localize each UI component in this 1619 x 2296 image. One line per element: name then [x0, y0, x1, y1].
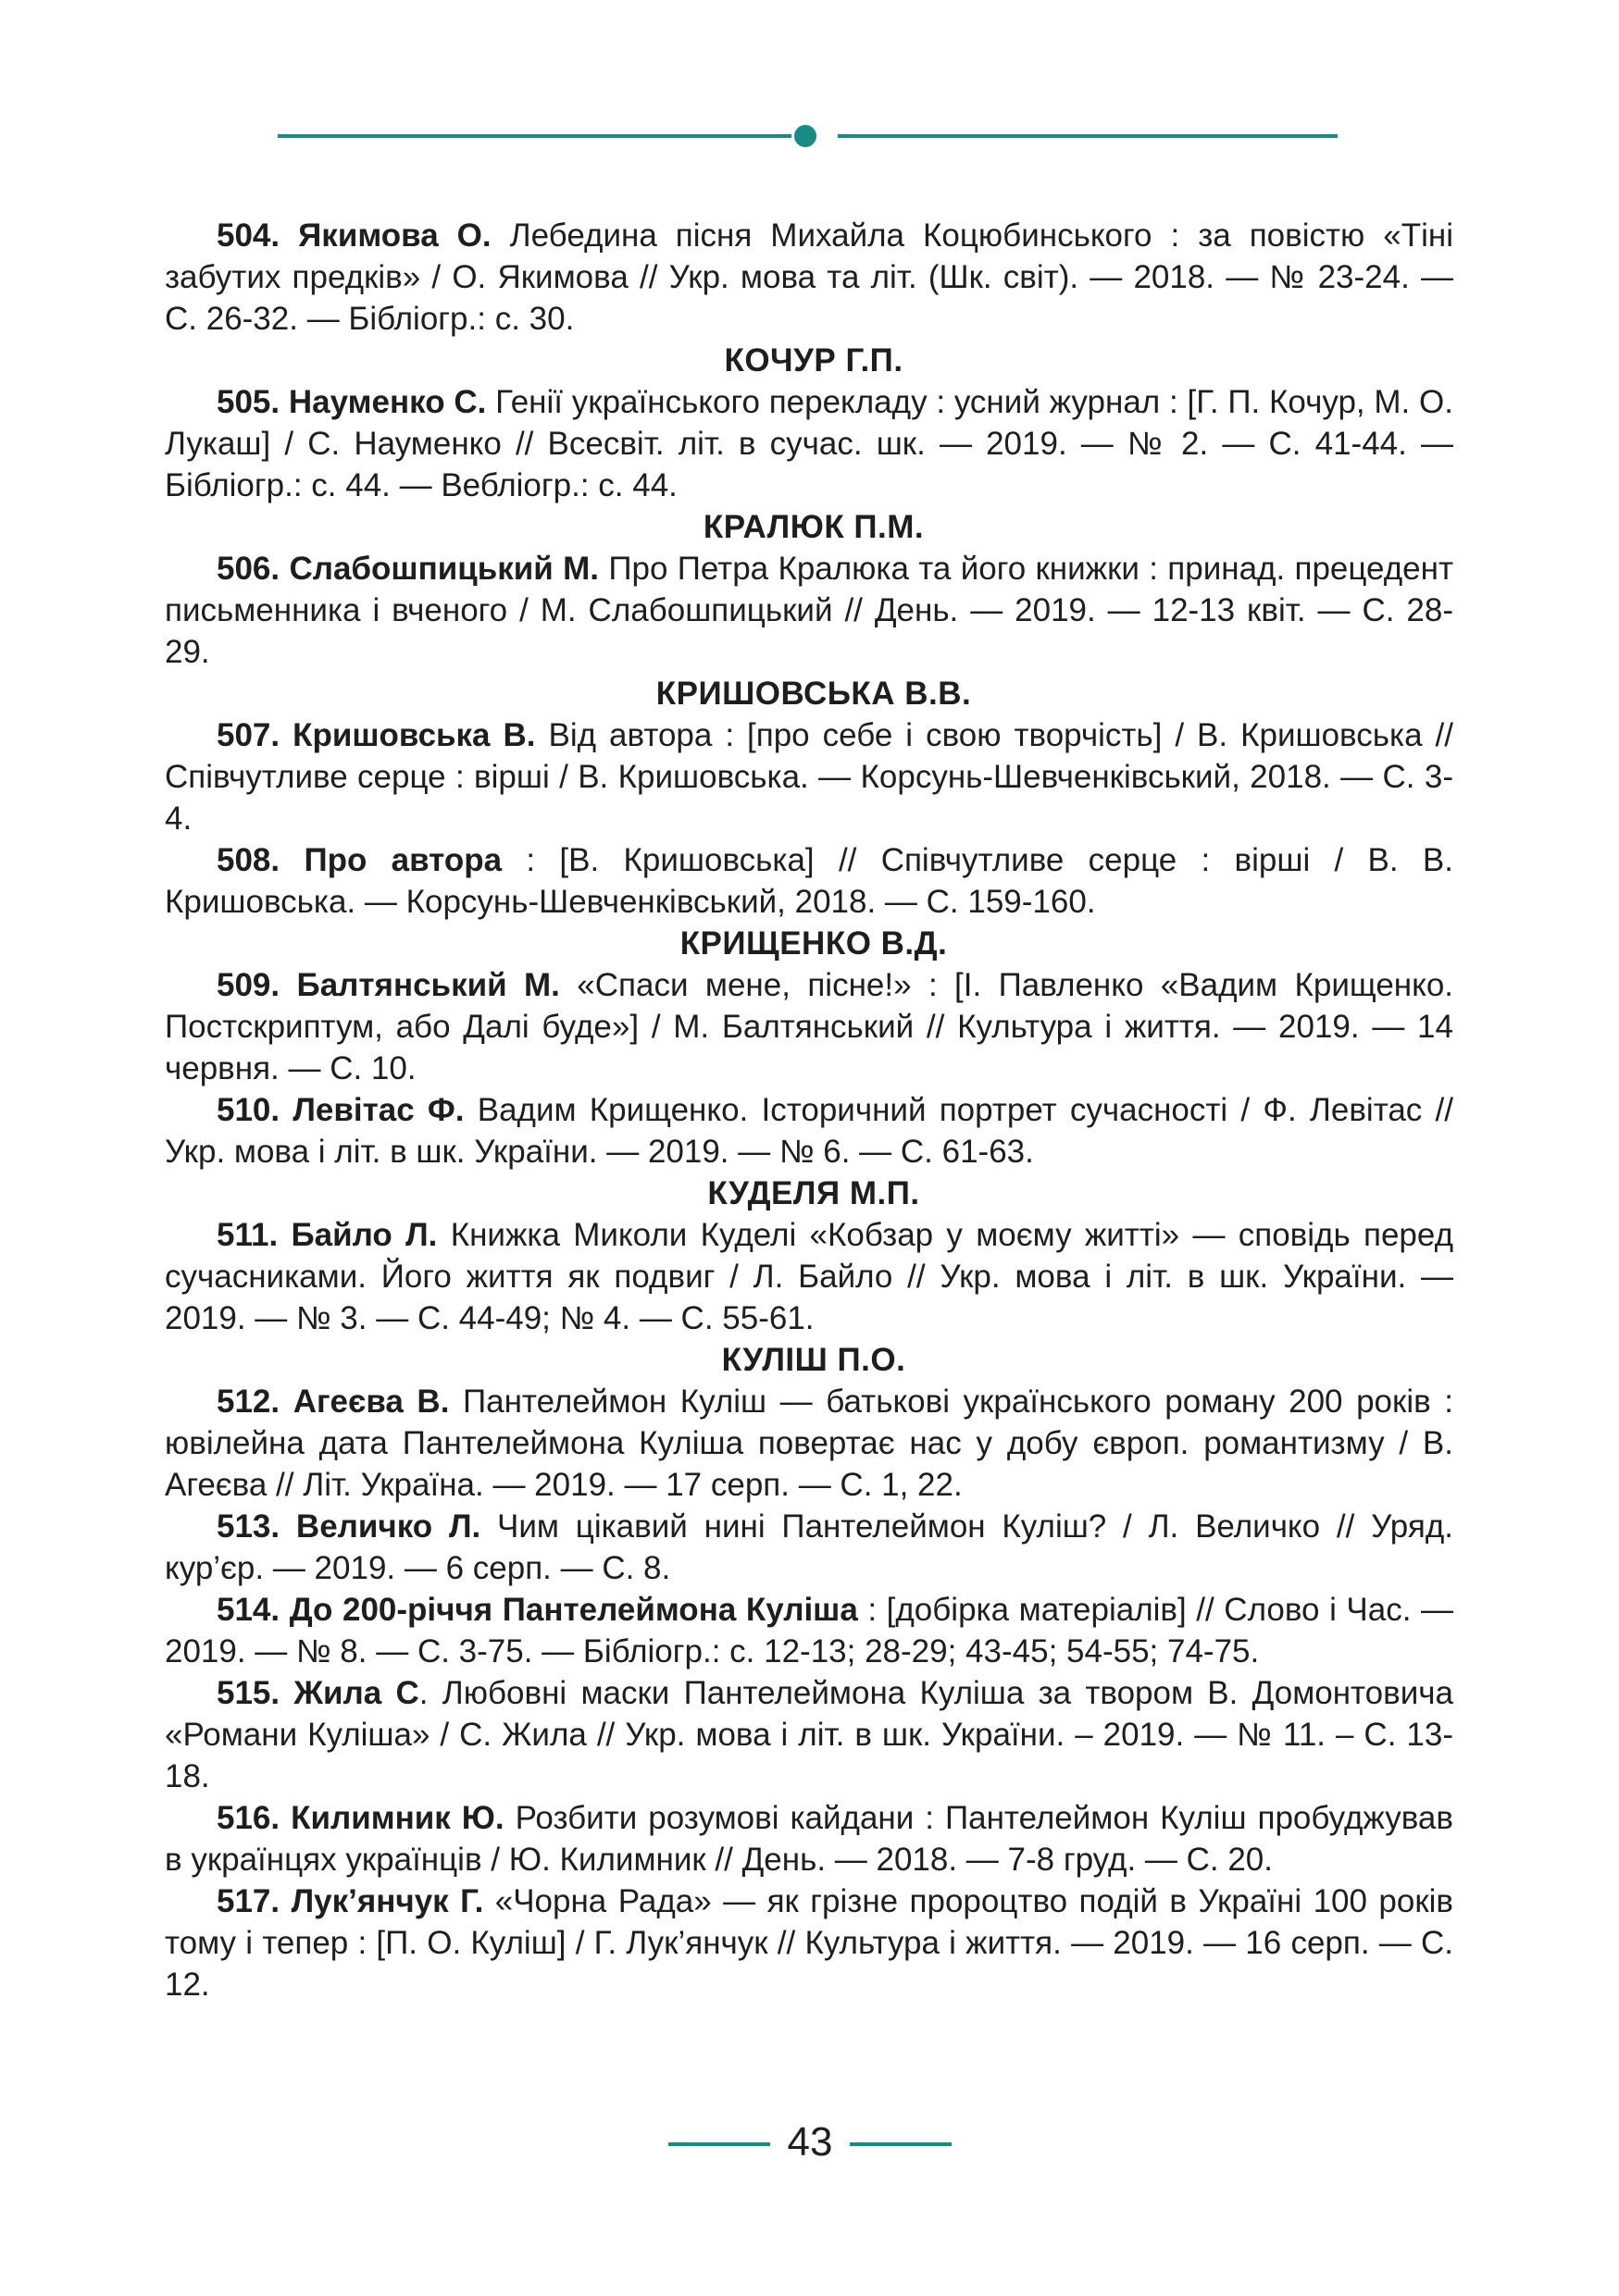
entry-number: 514. — [217, 1592, 280, 1628]
bibliography-entry — [165, 1880, 1453, 2005]
entry-author: Якимова О. — [298, 217, 492, 254]
entry-text: Книжка Миколи Куделі «Кобзар у моєму житті» — сповідь перед сучасниками. Його життя як подвиг / Л. Байло // Укр. мова і літ. в шк. України. — 2019. — № 3. — С. 44-49; № 4. — С. 55-61. — [165, 1217, 1453, 1336]
section-heading: КРИШОВСЬКА В.В. — [655, 676, 972, 712]
ornament-line-left — [278, 134, 791, 138]
entry-number: 509. — [217, 967, 280, 1003]
bibliography-entry — [165, 839, 1453, 923]
entry-number: 507. — [217, 717, 280, 753]
entry-author: Байло Л. — [291, 1217, 438, 1253]
entry-number: 515. — [217, 1675, 280, 1711]
entry-text: . Любовні маски Пантелеймона Куліша за твором В. Домонтовича «Романи Куліша» / С. Жила // Укр. мова і літ. в шк. України. – 2019. — № 11. – С. 13-18. — [165, 1675, 1453, 1794]
entry-text: «Спаси мене, пісне!» : [І. Павленко «Вадим Крищенко. Постскриптум, або Далі буде»] / М. Балтянський // Культура і життя. — 2019. — 14 червня. — С. 10. — [165, 967, 1454, 1086]
bibliography-entry — [165, 1589, 1453, 1672]
bibliography-entry — [165, 548, 1453, 673]
entry-number: 511. — [217, 1217, 279, 1253]
top-ornament — [0, 0, 1619, 157]
entry-number: 508. — [217, 842, 280, 878]
ornament-line-right — [838, 134, 1338, 138]
bibliography-entry — [165, 1381, 1453, 1506]
entry-text: Чим цікавий нині Пантелеймон Куліш? / Л. Величко // Уряд. кур’єр. — 2019. — 6 серп. — С. 8. — [165, 1508, 1453, 1586]
entry-text: : [добірка матеріалів] // Слово і Час. — 2019. — № 8. — С. 3-75. — Бібліогр.: с. 12-13; 28-29; 43-45; 54-55; 74-75. — [165, 1592, 1453, 1669]
entry-author: Лук’янчук Г. — [291, 1883, 484, 1919]
page-footer — [0, 2115, 1619, 2170]
entry-text: Розбити розумові кайдани : Пантелеймон Куліш пробуджував в українцях українців / Ю. Килимник // День. — 2018. — 7-8 груд. — С. 20. — [165, 1800, 1453, 1878]
entry-text: Лебедина пісня Михайла Коцюбинського : за повістю «Тіні забутих предків» / О. Якимова // Укр. мова та літ. (Шк. світ). — 2018. — № 23-24. — С. 26-32. — Бібліогр.: с. 30. — [165, 217, 1454, 337]
entry-number: 506. — [217, 551, 280, 587]
entry-author: Жила С — [293, 1675, 419, 1711]
entry-author: Науменко С. — [288, 384, 487, 420]
footer-line-right — [850, 2142, 952, 2146]
section-heading: КРИЩЕНКО В.Д. — [679, 925, 948, 962]
section-heading: КУЛІШ П.О. — [721, 1342, 906, 1378]
page-number: 43 — [787, 2119, 833, 2165]
bibliography-entry — [165, 1672, 1453, 1797]
bibliography-entry — [165, 1214, 1453, 1339]
bibliography-entry — [165, 1797, 1453, 1880]
entry-number: 504. — [217, 217, 280, 254]
section-heading: КУДЕЛЯ М.П. — [707, 1175, 920, 1211]
entry-text: Генії українського перекладу : усний журнал : [Г. П. Кочур, М. О. Лукаш] / С. Науменко // Всесвіт. літ. в сучас. шк. — 2019. — № 2. — С. 41-44. — Бібліогр.: с. 44. — Вебліогр.: с. 44. — [165, 384, 1453, 503]
entry-text: «Чорна Рада» — як грізне пророцтво подій в Україні 100 років тому і тепер : [П. О. Куліш] / Г. Лук’янчук // Культура і життя. — 2019. — 16 серп. — С. 12. — [165, 1883, 1454, 2003]
entry-text: Від автора : [про себе і свою творчість] / В. Кришовська // Співчутливе серце : вірші / В. Кришовська. — Корсунь-Шевченківський, 2018. — С. 3-4. — [165, 717, 1453, 837]
entry-number: 517. — [217, 1883, 280, 1919]
bibliography-entry — [165, 215, 1453, 340]
entry-author: До 200-річчя Пантелеймона Куліша — [289, 1592, 858, 1628]
entry-number: 512. — [217, 1384, 280, 1420]
entry-number: 516. — [217, 1800, 280, 1836]
entry-text: : [В. Кришовська] // Співчутливе серце : вірші / В. В. Кришовська. — Корсунь-Шевченківський, 2018. — С. 159-160. — [165, 842, 1453, 920]
entry-number: 505. — [217, 384, 280, 420]
entry-author: Величко Л. — [295, 1508, 481, 1545]
bibliography-entry — [165, 381, 1453, 506]
bibliography-entry — [165, 1506, 1453, 1589]
entry-author: Кришовська В. — [293, 717, 536, 753]
entry-author: Слабошпицький М. — [289, 551, 600, 587]
entry-author: Про автора — [304, 842, 503, 878]
ornament-dot — [794, 125, 816, 147]
bibliography-entry — [165, 964, 1453, 1089]
entry-author: Левітас Ф. — [293, 1092, 465, 1128]
section-heading: КРАЛЮК П.М. — [703, 509, 925, 545]
bibliography-entry — [165, 714, 1453, 839]
entry-text: Про Петра Кралюка та його книжки : принад. прецедент письменника і вченого / М. Слабошпицький // День. — 2019. — 12-13 квіт. — С. 28-29. — [165, 551, 1453, 670]
entry-author: Балтянський М. — [296, 967, 560, 1003]
entry-number: 513. — [217, 1508, 280, 1545]
entry-author: Агеєва В. — [293, 1384, 450, 1420]
entry-text: Вадим Крищенко. Історичний портрет сучасності / Ф. Левітас // Укр. мова і літ. в шк. України. — 2019. — № 6. — С. 61-63. — [165, 1092, 1453, 1170]
bibliography-content — [165, 215, 1453, 2005]
section-heading: КОЧУР Г.П. — [724, 342, 903, 379]
entry-author: Килимник Ю. — [291, 1800, 504, 1836]
footer-line-left — [668, 2142, 770, 2146]
bibliography-entry — [165, 1089, 1453, 1173]
entry-number: 510. — [217, 1092, 280, 1128]
entry-text: Пантелеймон Куліш — батькові українського роману 200 років : ювілейна дата Пантелеймона Куліша повертає нас у добу європ. романтизму / В. Агеєва // Літ. Україна. — 2019. — 17 серп. — С. 1, 22. — [165, 1384, 1453, 1503]
